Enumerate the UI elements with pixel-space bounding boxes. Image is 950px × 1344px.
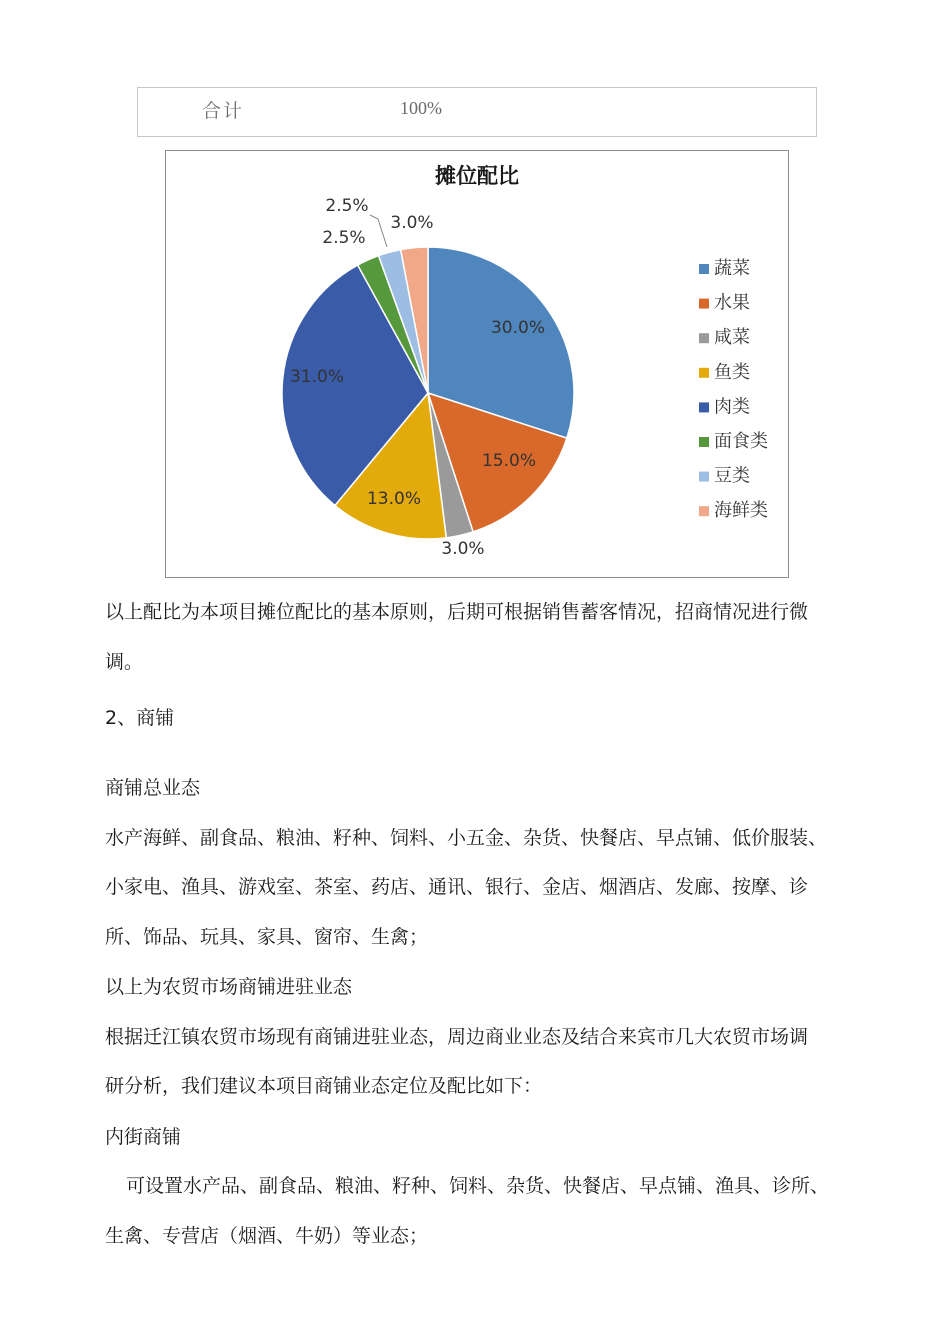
total-table xyxy=(137,87,817,137)
chart-title: 摊位配比 xyxy=(435,164,519,188)
legend-swatch-6 xyxy=(699,437,709,447)
legend-swatch-3 xyxy=(699,333,709,343)
shop-total-formats-heading: 商铺总业态 xyxy=(105,777,201,799)
inner-street-heading: 内街商铺 xyxy=(105,1126,182,1148)
legend-swatch-8 xyxy=(699,506,709,516)
shop-formats-line-3: 所、饰品、玩具、家具、窗帘、生禽； xyxy=(105,926,429,948)
shop-formats-line-2: 小家电、渔具、游戏室、茶室、药店、通讯、银行、金店、烟酒店、发廊、按摩、诊 xyxy=(105,876,809,898)
inner-street-line-1: 可设置水产品、副食品、粮油、籽种、饲料、杂货、快餐店、早点铺、渔具、诊所、 xyxy=(126,1175,830,1197)
shop-formats-summary: 以上为农贸市场商铺进驻业态 xyxy=(105,976,353,998)
legend-swatch-4 xyxy=(699,368,709,378)
slice-label-8: 3.0% xyxy=(390,213,434,233)
legend-swatch-7 xyxy=(699,472,709,482)
slice-label-3: 3.0% xyxy=(441,539,485,559)
total-label: 合计 xyxy=(202,100,245,122)
legend-label-7: 豆类 xyxy=(714,465,750,487)
section-heading-shops: 2、商铺 xyxy=(105,707,175,729)
analysis-line-2: 研分析，我们建议本项目商铺业态定位及配比如下： xyxy=(105,1075,543,1097)
slice-label-4: 13.0% xyxy=(366,489,422,509)
total-value: 100% xyxy=(400,98,442,118)
label-leader-line xyxy=(370,215,387,247)
shop-formats-line-1: 水产海鲜、副食品、粮油、籽种、饲料、小五金、杂货、快餐店、早点铺、低价服装、 xyxy=(105,827,828,849)
legend-label-8: 海鲜类 xyxy=(714,500,768,522)
slice-label-2: 15.0% xyxy=(481,451,537,471)
slice-label-6: 2.5% xyxy=(322,228,366,248)
slice-label-5: 31.0% xyxy=(289,367,345,387)
slice-label-7: 2.5% xyxy=(325,196,369,216)
slice-label-1: 30.0% xyxy=(490,318,546,338)
legend-swatch-5 xyxy=(699,402,709,412)
legend-label-4: 鱼类 xyxy=(714,361,750,383)
pie-chart-svg xyxy=(166,151,788,577)
legend-label-5: 肉类 xyxy=(714,396,750,418)
legend-label-2: 水果 xyxy=(714,292,750,314)
analysis-line-1: 根据迁江镇农贸市场现有商铺进驻业态，周边商业业态及结合来宾市几大农贸市场调 xyxy=(105,1026,809,1048)
legend-swatch-2 xyxy=(699,299,709,309)
inner-street-line-2: 生禽、专营店（烟酒、牛奶）等业态； xyxy=(105,1225,429,1247)
paragraph-1-cont: 调。 xyxy=(105,651,144,673)
legend-label-6: 面食类 xyxy=(714,431,768,452)
pie-chart xyxy=(165,150,789,578)
legend-swatch-1 xyxy=(699,264,709,274)
legend-label-1: 蔬菜 xyxy=(714,258,750,279)
paragraph-1: 以上配比为本项目摊位配比的基本原则，后期可根据销售蓄客情况，招商情况进行微 xyxy=(105,601,809,623)
legend-label-3: 咸菜 xyxy=(714,327,750,349)
